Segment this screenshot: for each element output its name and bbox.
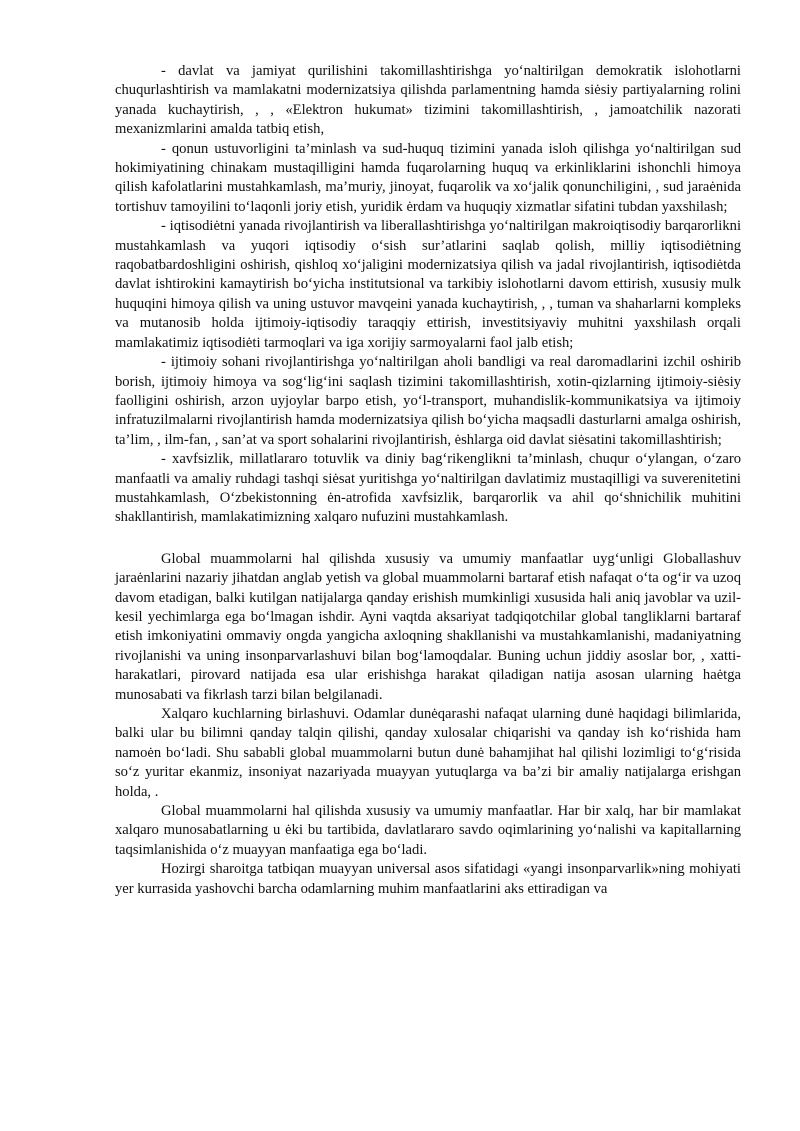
list-item: - ijtimoiy sohani rivojlantirishga yo‘naltirilgan aholi bandligi va real daromadlarini izchil oshirib borish, ijtimoiy himoya va sog‘lig‘ini saqlash tizimini takomillashtirish, xotin-qizlarning ijtimoiy-siėsiy faolligini oshirish, arzon uyjoylar barpo etish, yo‘l-transport, muhandislik-kommunikatsiya va ijtimoiy infratuzilmalarni rivojlantirish hamda modernizatsiya qilish bo‘yicha maqsadli dasturlarni amalga oshirish, ta’lim, , ilm-fan, , san’at va sport sohalarini rivojlantirish, ėshlarga oid davlat siėsatini takomillashtirish; bbox=[115, 354, 741, 448]
list-item: - xavfsizlik, millatlararo totuvlik va diniy bag‘rikenglikni ta’minlash, chuqur o‘ylangan, o‘zaro manfaatli va amaliy ruhdagi tashqi siėsat yuritishga yo‘naltirilgan davlatimiz mustaqilligi va suverenitetini mustahkamlash, O‘zbekistonning ėn-atrofida xavfsizlik, barqarorlik va ahil qo‘shnichilik muhitini shakllantirish, mamlakatimizning xalqaro nufuzini mustahkamlash. bbox=[115, 451, 741, 526]
list-item: - davlat va jamiyat qurilishini takomillashtirishga yo‘naltirilgan demokratik islohotlarni chuqurlashtirish va mamlakatni modernizatsiya qilishda parlamentning hamda siėsiy partiyalarning rolini yanada kuchaytirish, , , «Elektron hukumat» tizimini takomillashtirish, , jamoatchilik nazorati mexanizmlarini amalda tatbiq etish, bbox=[115, 63, 741, 138]
list-item: - iqtisodiėtni yanada rivojlantirish va liberallashtirishga yo‘naltirilgan makroiqtisodiy barqarorlikni mustahkamlash va yuqori iqtisodiy o‘sish sur’atlarini saqlab qolish, milliy iqtisodiėtning raqobatbardoshligini oshirish, qishloq xo‘jaligini modernizatsiya qilish va jadal rivojlantirish, iqtisodiėtda davlat ishtirokini kamaytirish bo‘yicha institutsional va tarkibiy islohotlarni davom ettirish, xususiy mulk huquqini himoya qilish va uning ustuvor mavqeini yanada kuchaytirish, , , tuman va shaharlarni kompleks va mutanosib holda ijtimoiy-iqtisodiy taraqqiy ettirish, investitsiyaviy muhitni yaxshilash orqali mamlakatimiz iqtisodiėti tarmoqlari va iga xorijiy sarmoyalarni faol jalb etish; bbox=[115, 218, 741, 351]
body-paragraph: Hozirgi sharoitga tatbiqan muayyan universal asos sifatidagi «yangi insonparvarlik»ning mohiyati yer kurrasida yashovchi barcha odamlarning muhim manfaatlarini aks ettiradigan va bbox=[115, 861, 741, 897]
body-paragraph: Global muammolarni hal qilishda xususiy va umumiy manfaatlar uyg‘unligi Globallashuv jaraėnlarini nazariy jihatdan anglab yetish va global muammolarni bartaraf etish nafaqat o‘ta og‘ir va uzoq davom etadigan, balki kutilgan natijalarga qanday erishish mumkinligi xususida hali aniq javoblar va uzil-kesil yechimlarga ega bo‘lmagan ishdir. Ayni vaqtda aksariyat tadqiqotchilar global tangliklarni bartaraf etish imkoniyatini ommaviy ongda yangicha axloqning shakllanishi va mustahkamlanishi, madaniyatning rivojlanishi va uning insonparvarlashuvi bilan bog‘lamoqdalar. Buning uchun jiddiy asoslar bor, , xatti-harakatlari, pirovard natijada esa ular erishishga harakat qiladigan natija asosan ularning haėtga munosabati va fikrlash tarzi bilan belgilanadi. bbox=[115, 550, 741, 703]
body-paragraph: Xalqaro kuchlarning birlashuvi. Odamlar dunėqarashi nafaqat ularning dunė haqidagi bilimlarida, balki ular bu bilimni qanday talqin qilishi, qanday xulosalar chiqarishi va qanday ish ko‘rishida ham namoėn bo‘ladi. Shu sababli global muammolarni butun dunė bahamjihat hal qilishi lozimligi to‘g‘risida so‘z yuritar ekanmiz, insoniyat nazariyada muayyan yutuqlarga va ba’zi bir amaliy natijalarga erishgan holda, . bbox=[115, 706, 741, 800]
document-page bbox=[115, 62, 741, 899]
list-item: - qonun ustuvorligini ta’minlash va sud-huquq tizimini yanada isloh qilishga yo‘naltirilgan sud hokimiyatining chinakam mustaqilligini hamda fuqarolarning huquq va erkinliklarini ishonchli himoya qilish kafolatlarini mustahkamlash, ma’muriy, jinoyat, fuqarolik va xo‘jalik qonunchiligini, , sud jaraėnida tortishuv tamoyilini to‘laqonli joriy etish, yuridik ėrdam va huquqiy xizmatlar sifatini tubdan yaxshilash; bbox=[115, 140, 741, 215]
section-spacer bbox=[115, 528, 741, 550]
body-paragraph: Global muammolarni hal qilishda xususiy va umumiy manfaatlar. Har bir xalq, har bir mamlakat xalqaro munosabatlarning u ėki bu tartibida, davlatlararo savdo oqimlarining yo‘nalishi va kapitallarning taqsimlanishida o‘z muayyan manfaatiga ega bo‘ladi. bbox=[115, 803, 741, 858]
